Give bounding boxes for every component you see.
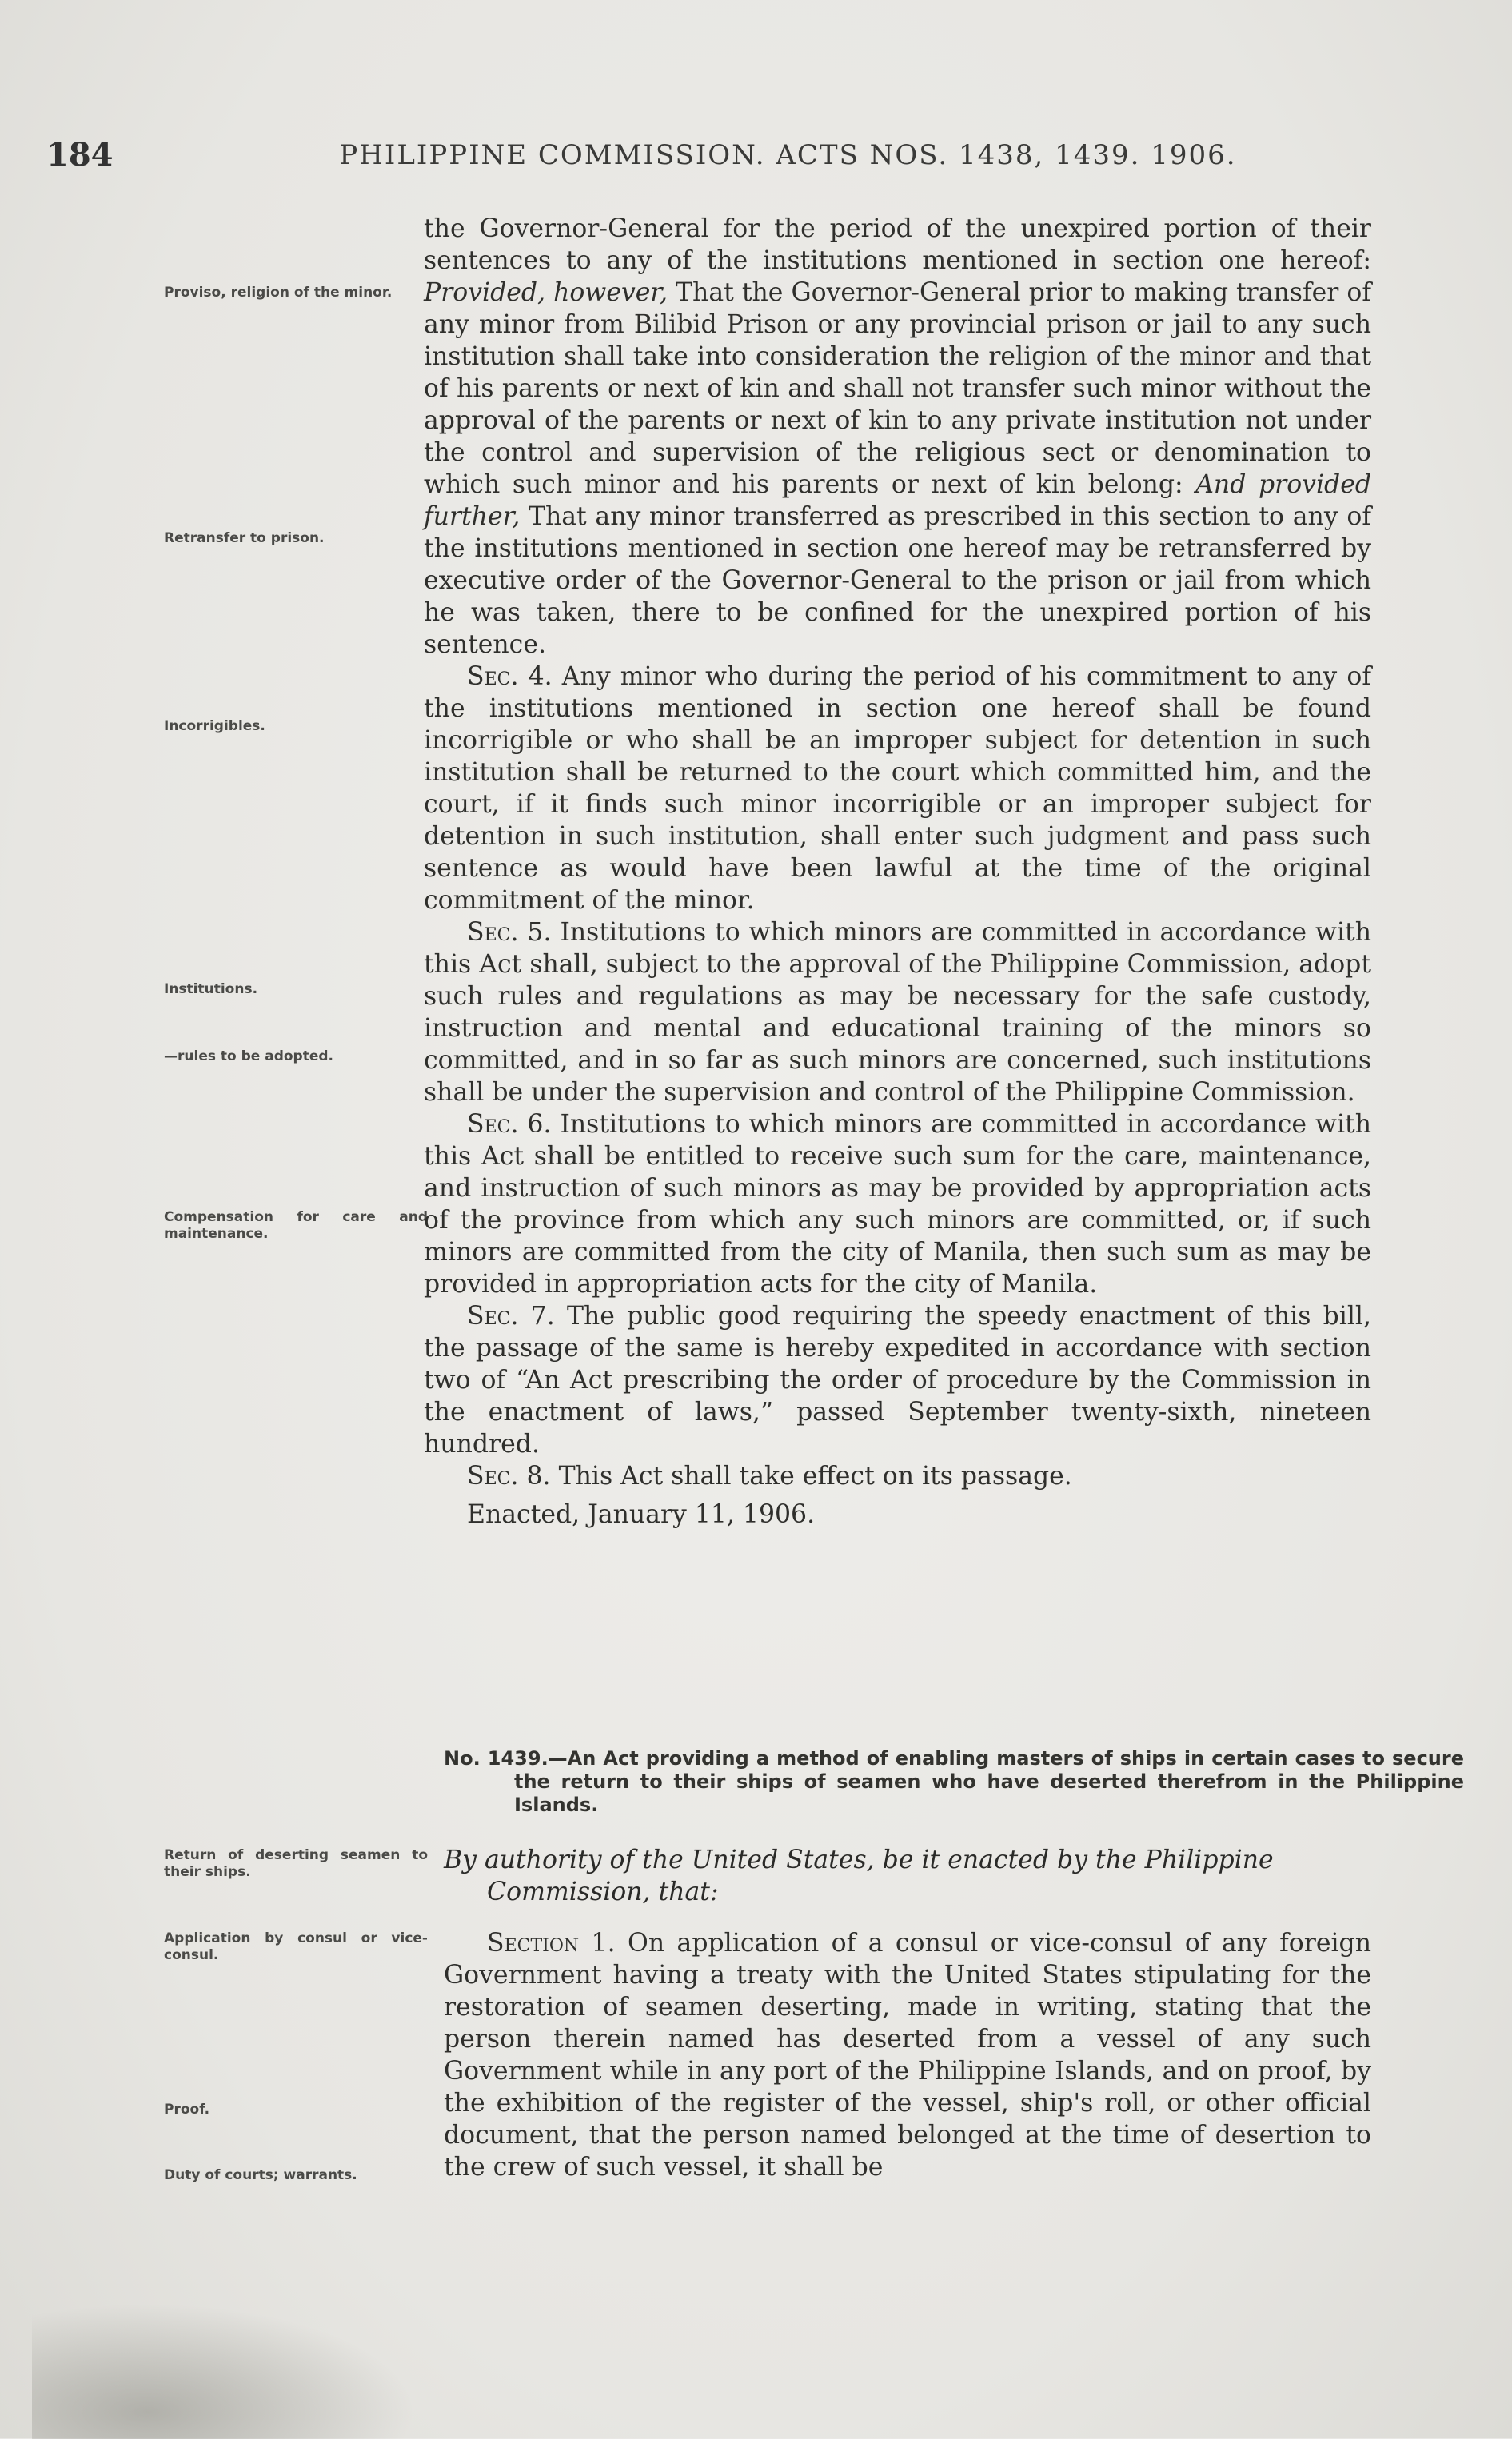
margin-note-compensation: Compensation for care and maintenance. [164,1209,428,1242]
section-8-label: Sec. 8. [467,1462,551,1491]
enacted-date: Enacted, January 11, 1906. [467,1500,816,1529]
margin-note-retransfer: Retransfer to prison. [164,530,325,546]
section-8 [424,1460,1371,1492]
act-1439-heading: No. 1439.—An Act providing a method of enabling masters of ships in certain cases to secure the return to their ships of seamen who have deserted therefrom in the Philippine Islands. [444,1747,1464,1816]
section-8-text: This Act shall take effect on its passage. [550,1462,1072,1491]
act-1439-body [444,1927,1371,2183]
section-6-label: Sec. 6. [467,1110,552,1139]
section-1-label: Section 1. [487,1929,616,1958]
continuation-text-start: the Governor-General for the period of the unexpired portion of their sentences to any of the institutions mentioned in section one hereof: [424,214,1371,275]
and-provided-further: And provided further, [424,470,1371,531]
margin-note-duty: Duty of courts; warrants. [164,2167,357,2183]
continuation-text-mid: That the Governor-General prior to making transfer of any minor from Bilibid Prison or any provincial prison or jail to any such institution shall take into consideration the religion of the minor and that of his parents or next of kin and shall not transfer such minor without the approval of the parents or next of kin to any private institution not under the control and supervision of the religious sect or denomination to which such minor and his parents or next of kin belong: [424,278,1371,499]
margin-note-institutions: Institutions. [164,981,258,997]
section-1 [444,1927,1371,2183]
margin-note-rules: —rules to be adopted. [164,1048,333,1064]
section-1-text: On application of a consul or vice-consul of any foreign Government having a treaty with the United States stipulating for the restoration of seamen deserting, made in writing, stating that the person therein named has deserted from a vessel of any such Government while in any port of the Philippine Islands, and on proof, by the exhibition of the register of the vessel, ship's roll, or other official document, that the person named belonged at the time of desertion to the crew of such vessel, it shall be [444,1929,1371,2182]
section-4-label: Sec. 4. [467,662,553,691]
margin-note-incorrigibles: Incorrigibles. [164,718,265,734]
section-4 [424,661,1371,916]
section-5-text: Institutions to which minors are committed in accordance with this Act shall, subject to the approval of the Philippine Commission, adopt such rules and regulations as may be necessary for the safe custody, instruction and mental and educational training of the minors so committed, and in so far as such minors are concerned, such institutions shall be under the supervision and control of the Philippine Commission. [424,918,1372,1107]
continuation-text-end: That any minor transferred as prescribed in this section to any of the institutions mentioned in section one hereof may be retransferred by executive order of the Governor-General to the prison or jail from which he was taken, there to be confined for the unexpired portion of his sentence. [424,502,1371,659]
running-head: PHILIPPINE COMMISSION. ACTS NOS. 1438, 1439. 1906. [339,139,1237,171]
margin-note-return: Return of deserting seamen to their ships. [164,1847,428,1880]
section-6 [424,1108,1371,1300]
section-5-label: Sec. 5. [467,918,552,947]
page-number: 184 [46,136,114,174]
section-4-text: Any minor who during the period of his commitment to any of the institutions mentioned in section one hereof shall be found incorrigible or who shall be an improper subject for detention in such institution shall be returned to the court which committed him, and the court, if it finds such minor incorrigible or an improper subject for detention in such institution, shall enter such judgment and pass such sentence as would have been lawful at the time of the original commitment of the minor. [424,662,1371,915]
section-7-text: The public good requiring the speedy enactment of this bill, the passage of the same is hereby expedited in accordance with section two of “An Act prescribing the order of procedure by the Commission in the enactment of laws,” passed September twenty-sixth, nineteen hundred. [424,1302,1371,1459]
section-7 [424,1300,1371,1460]
margin-note-proviso: Proviso, religion of the minor. [164,285,393,301]
page-stain [32,2303,416,2439]
page-header [0,136,1512,184]
section-6-text: Institutions to which minors are committed in accordance with this Act shall be entitled to receive such sum for the care, maintenance, and instruction of such minors as may be provided by appropriation acts of the province from which any such minors are committed, or, if such minors are committed from the city of Manila, then such sum as may be provided in appropriation acts for the city of Manila. [424,1110,1372,1299]
margin-note-proof: Proof. [164,2102,210,2118]
section-3-continuation [424,213,1371,661]
act-1438-body [424,213,1371,1531]
enacting-clause: By authority of the United States, be it enacted by the Philippine Commission, that: [444,1846,1274,1906]
margin-note-application: Application by consul or vice-consul. [164,1930,428,1963]
provided-however: Provided, however, [424,278,668,307]
section-7-label: Sec. 7. [467,1302,555,1331]
section-5 [424,916,1371,1108]
